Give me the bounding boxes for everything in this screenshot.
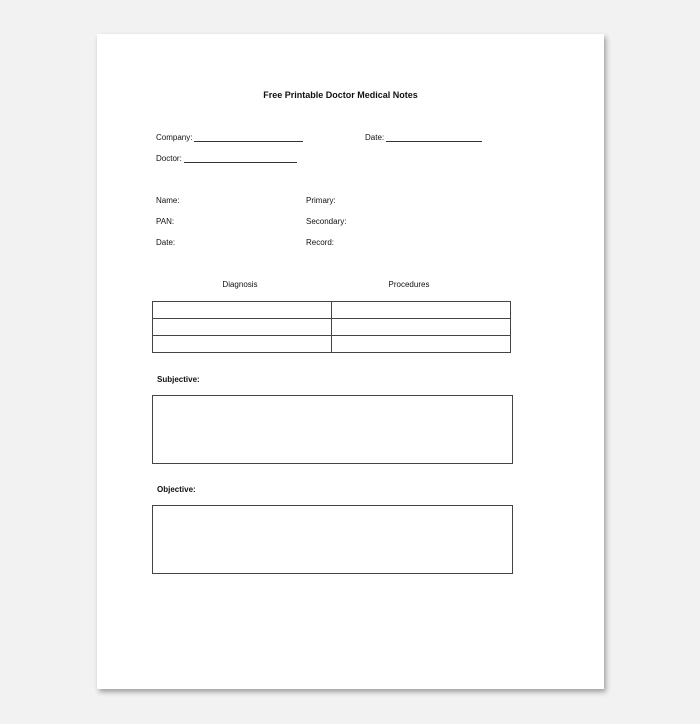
table-row xyxy=(153,319,511,336)
doctor-label: Doctor: xyxy=(156,154,182,163)
document-page xyxy=(97,34,604,689)
diagnosis-cell[interactable] xyxy=(153,336,332,353)
objective-box[interactable] xyxy=(152,505,513,574)
primary-label: Primary: xyxy=(306,196,336,205)
subjective-box[interactable] xyxy=(152,395,513,464)
objective-label: Objective: xyxy=(157,485,196,494)
procedures-cell[interactable] xyxy=(332,302,511,319)
diagnosis-procedures-table xyxy=(152,301,511,353)
procedures-header: Procedures xyxy=(388,280,430,289)
procedures-cell[interactable] xyxy=(332,319,511,336)
table-row xyxy=(153,302,511,319)
subjective-label: Subjective: xyxy=(157,375,200,384)
header-date-label: Date: xyxy=(365,133,385,142)
company-field[interactable] xyxy=(156,133,303,142)
secondary-label: Secondary: xyxy=(306,217,347,226)
table-row xyxy=(153,336,511,353)
procedures-cell[interactable] xyxy=(332,336,511,353)
header-date-field[interactable] xyxy=(365,133,482,142)
doctor-field[interactable] xyxy=(156,154,297,163)
name-label: Name: xyxy=(156,196,180,205)
document-title: Free Printable Doctor Medical Notes xyxy=(263,90,418,100)
company-blank[interactable] xyxy=(194,133,303,142)
diagnosis-cell[interactable] xyxy=(153,319,332,336)
record-label: Record: xyxy=(306,238,335,247)
company-label: Company: xyxy=(156,133,193,142)
header-date-blank[interactable] xyxy=(386,133,482,142)
diagnosis-cell[interactable] xyxy=(153,302,332,319)
pan-label: PAN: xyxy=(156,217,175,226)
diagnosis-header: Diagnosis xyxy=(222,280,258,289)
doctor-blank[interactable] xyxy=(184,154,297,163)
patient-date-label: Date: xyxy=(156,238,176,247)
